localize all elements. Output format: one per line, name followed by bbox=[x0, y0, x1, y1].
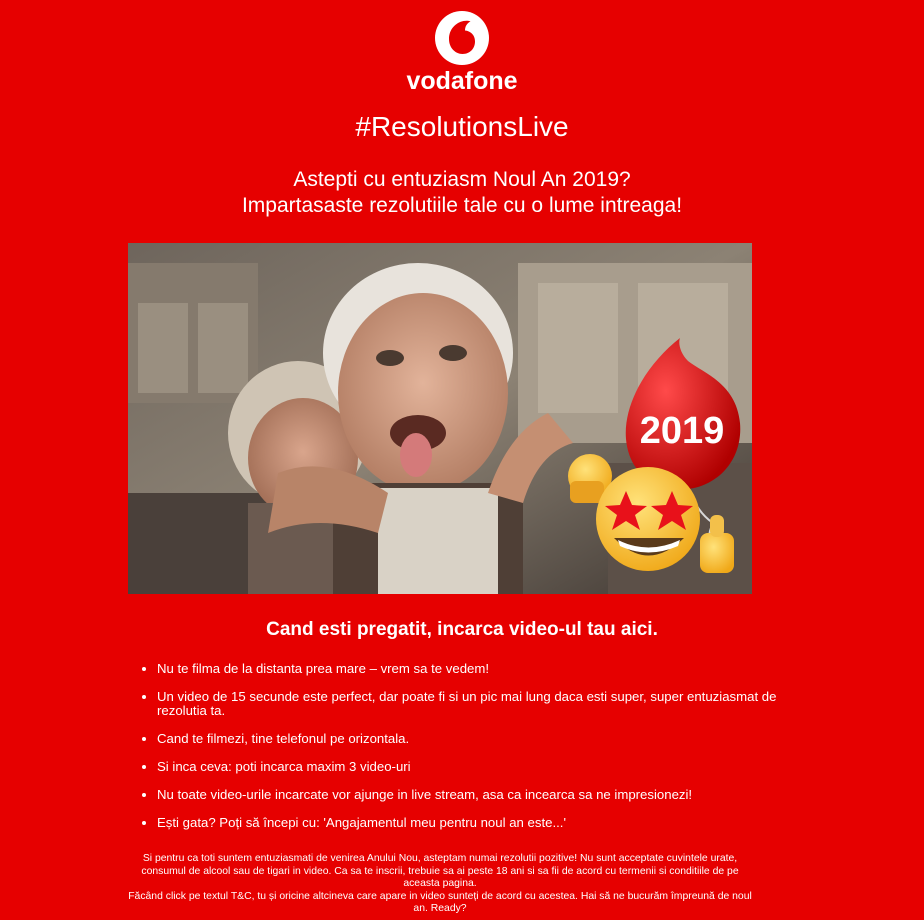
legal-text bbox=[122, 853, 758, 920]
legal-paragraph-2: Făcând click pe textul T&C, tu și oricine altcineva care apare in video sunteți de acord cu acestea. Hai să ne bucurăm împreună de noul an. Ready? bbox=[128, 890, 752, 915]
tips-list bbox=[137, 662, 777, 844]
legal-paragraph-1: Si pentru ca toti suntem entuziasmati de venirea Anului Nou, asteptam numai rezolutii pozitive! Nu sunt acceptate cuvintele urate, consumul de alcool sau de tigari in video. Ca sa te inscrii, trebuie sa ai peste 18 ani si sa fii de acord cu termenii si conditiile de pe aceasta pagina. bbox=[141, 853, 739, 890]
star-struck-emoji bbox=[596, 467, 700, 571]
balloon-text: 2019 bbox=[639, 410, 725, 452]
brand-name: vodafone bbox=[406, 67, 518, 95]
upload-cta: Cand esti pregatit, incarca video-ul tau aici. bbox=[266, 619, 658, 640]
hero-image bbox=[128, 243, 752, 594]
intro-text bbox=[0, 167, 924, 219]
list-item: • Si inca ceva: poti incarca maxim 3 video-uri bbox=[157, 760, 777, 774]
list-item: • Nu toate video-urile incarcate vor ajunge in live stream, asa ca incearca sa ne impresionezi! bbox=[157, 788, 777, 802]
page-title: #ResolutionsLive bbox=[355, 111, 569, 142]
list-item: • Un video de 15 secunde este perfect, dar poate fi si un pic mai lung daca esti super, super entuziasmat de rezolutia ta. bbox=[157, 690, 777, 718]
list-item: • Ești gata? Poți să începi cu: 'Angajamentul meu pentru noul an este...' bbox=[157, 816, 777, 830]
list-item: • Nu te filma de la distanta prea mare – vrem sa te vedem! bbox=[157, 662, 777, 676]
intro-line-2: Impartasaste rezolutiile tale cu o lume intreaga! bbox=[241, 194, 683, 217]
logo bbox=[0, 10, 924, 94]
intro-line-1: Astepti cu entuziasm Noul An 2019? bbox=[293, 168, 631, 191]
list-item: • Cand te filmezi, tine telefonul pe orizontala. bbox=[157, 732, 777, 746]
vodafone-speechmark-icon bbox=[434, 10, 490, 66]
